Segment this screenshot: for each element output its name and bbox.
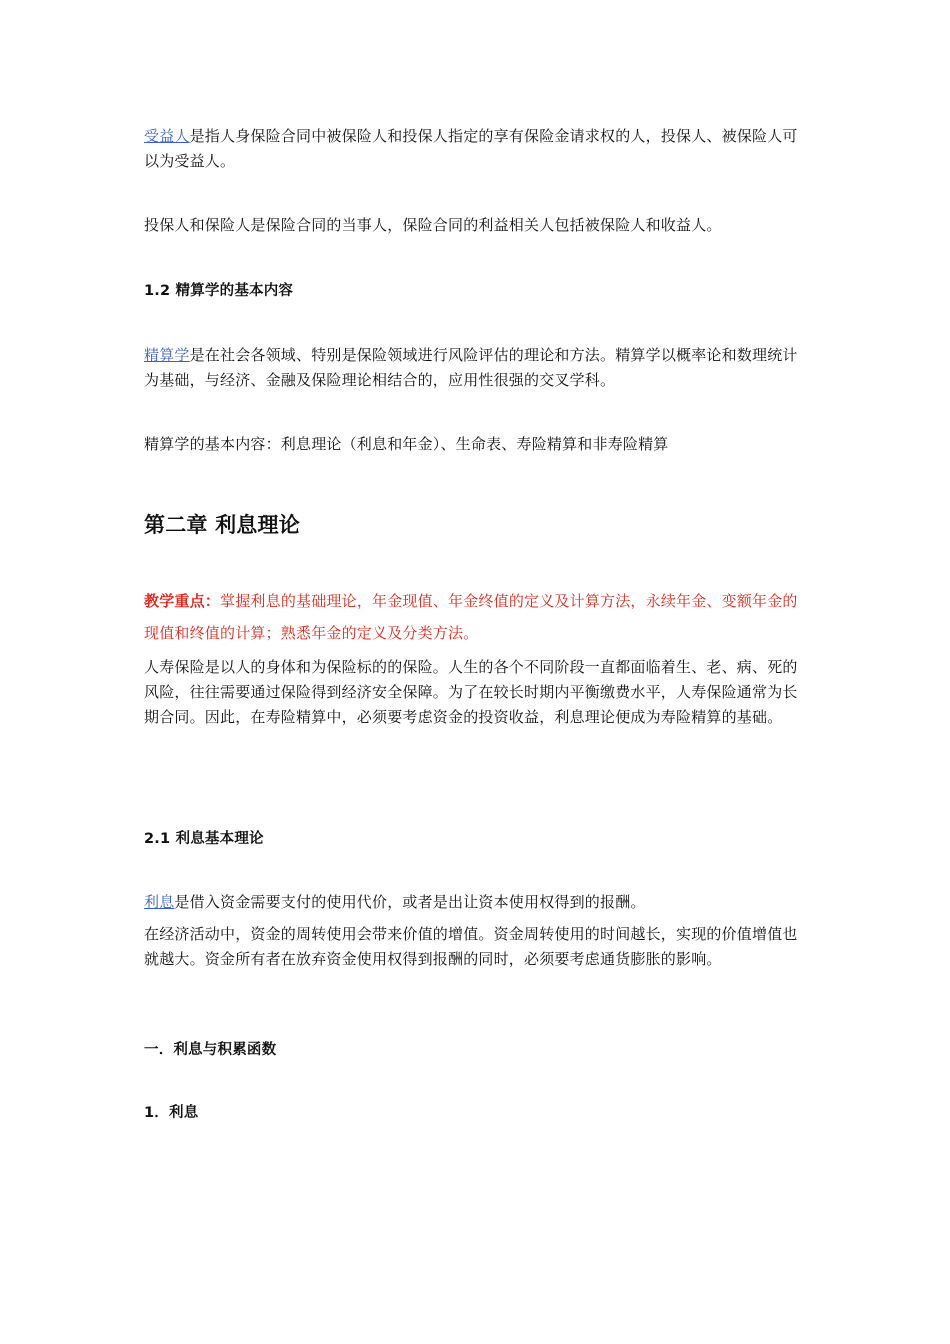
interest-paragraph: [144, 890, 804, 915]
teaching-key-points: [144, 585, 804, 649]
actuarial-science-paragraph: [144, 343, 804, 393]
beneficiary-paragraph: [144, 124, 804, 174]
section-heading-2-1: 2.1 利息基本理论: [144, 831, 264, 847]
section-heading-1-2: 1.2 精算学的基本内容: [144, 283, 294, 299]
economic-activity-paragraph: 在经济活动中，资金的周转使用会带来价值的增值。资金周转使用的时间越长，实现的价值增值也就越大。资金所有者在放弃资金使用权得到报酬的同时，必须要考虑通货膨胀的影响。: [144, 925, 798, 968]
chapter-title: 第二章 利息理论: [144, 513, 300, 537]
beneficiary-definition: 是指人身保险合同中被保险人和投保人指定的享有保险金请求权的人，投保人、被保险人可以为受益人。: [144, 127, 798, 170]
actuarial-science-definition: 是在社会各领域、特别是保险领域进行风险评估的理论和方法。精算学以概率论和数理统计为基础，与经济、金融及保险理论相结合的，应用性很强的交叉学科。: [144, 346, 798, 389]
subsection-heading-interest: 1．利息: [144, 1105, 199, 1121]
interest-definition: 是借入资金需要支付的使用代价，或者是出让资本使用权得到的报酬。: [174, 893, 646, 911]
actuarial-science-link[interactable]: 精算学: [144, 346, 190, 364]
life-insurance-paragraph: 人寿保险是以人的身体和为保险标的的保险。人生的各个不同阶段一直都面临着生、老、病、死的风险，往往需要通过保险得到经济安全保障。为了在较长时期内平衡缴费水平，人寿保险通常为长期合同。因此，在寿险精算中，必须要考虑资金的投资收益，利息理论便成为寿险精算的基础。: [144, 658, 798, 726]
actuarial-content-paragraph: 精算学的基本内容：利息理论（利息和年金）、生命表、寿险精算和非寿险精算: [144, 435, 669, 453]
parties-paragraph: 投保人和保险人是保险合同的当事人，保险合同的利益相关人包括被保险人和收益人。: [144, 216, 722, 234]
key-points-text: 掌握利息的基础理论，年金现值、年金终值的定义及计算方法，永续年金、变额年金的现值和终值的计算；熟悉年金的定义及分类方法。: [144, 592, 798, 642]
beneficiary-link[interactable]: 受益人: [144, 127, 190, 145]
interest-link[interactable]: 利息: [144, 893, 175, 911]
subsection-heading-interest-accumulation: 一．利息与积累函数: [144, 1042, 277, 1058]
key-points-label: 教学重点：: [144, 592, 221, 610]
